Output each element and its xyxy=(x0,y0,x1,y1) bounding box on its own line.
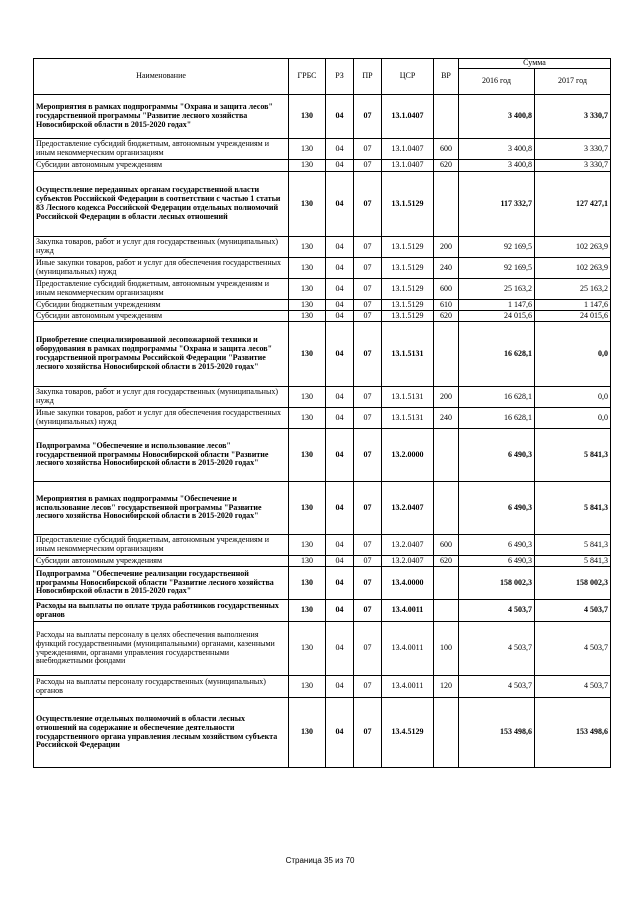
row-sum-2017: 24 015,6 xyxy=(535,311,611,322)
row-csr: 13.2.0407 xyxy=(382,482,434,535)
row-csr: 13.2.0407 xyxy=(382,535,434,556)
row-vr xyxy=(434,95,459,139)
row-vr xyxy=(434,482,459,535)
row-sum-2016: 92 169,5 xyxy=(459,258,535,279)
row-sum-2017: 1 147,6 xyxy=(535,300,611,311)
row-rz: 04 xyxy=(326,237,354,258)
row-grbs: 130 xyxy=(289,556,326,567)
row-grbs: 130 xyxy=(289,311,326,322)
row-name: Осуществление переданных органам государственной власти субъектов Российской Федерации в соответствии с частью 1 статьи 83 Лесного кодекса Российской Федерации отдельных полномочий Российской Федерации в области лесных отношений xyxy=(34,172,289,237)
row-rz: 04 xyxy=(326,567,354,600)
row-vr: 200 xyxy=(434,387,459,408)
row-sum-2017: 158 002,3 xyxy=(535,567,611,600)
row-rz: 04 xyxy=(326,95,354,139)
header-pr: ПР xyxy=(354,59,382,95)
row-sum-2017: 3 330,7 xyxy=(535,160,611,172)
row-vr xyxy=(434,567,459,600)
row-sum-2017: 5 841,3 xyxy=(535,556,611,567)
row-vr: 100 xyxy=(434,622,459,676)
row-sum-2016: 92 169,5 xyxy=(459,237,535,258)
row-sum-2017: 127 427,1 xyxy=(535,172,611,237)
row-grbs: 130 xyxy=(289,322,326,387)
row-sum-2017: 3 330,7 xyxy=(535,139,611,160)
table-row xyxy=(34,429,611,482)
row-vr: 610 xyxy=(434,300,459,311)
row-vr xyxy=(434,600,459,622)
row-sum-2016: 3 400,8 xyxy=(459,139,535,160)
row-pr: 07 xyxy=(354,535,382,556)
row-sum-2016: 16 628,1 xyxy=(459,387,535,408)
header-vr: ВР xyxy=(434,59,459,95)
row-name: Мероприятия в рамках подпрограммы "Охрана и защита лесов" государственной программы "Развитие лесного хозяйства Новосибирской области в 2015-2020 годах" xyxy=(34,95,289,139)
row-csr: 13.4.0011 xyxy=(382,622,434,676)
row-sum-2016: 16 628,1 xyxy=(459,322,535,387)
row-sum-2016: 158 002,3 xyxy=(459,567,535,600)
row-vr: 240 xyxy=(434,408,459,429)
table-row xyxy=(34,622,611,676)
table-row xyxy=(34,556,611,567)
row-pr: 07 xyxy=(354,322,382,387)
table-row xyxy=(34,311,611,322)
table-row xyxy=(34,139,611,160)
row-vr xyxy=(434,172,459,237)
row-grbs: 130 xyxy=(289,676,326,698)
header-csr: ЦСР xyxy=(382,59,434,95)
row-grbs: 130 xyxy=(289,139,326,160)
row-sum-2017: 5 841,3 xyxy=(535,429,611,482)
row-name: Субсидии бюджетным учреждениям xyxy=(34,300,289,311)
row-pr: 07 xyxy=(354,237,382,258)
row-csr: 13.1.5129 xyxy=(382,237,434,258)
row-rz: 04 xyxy=(326,600,354,622)
row-csr: 13.4.5129 xyxy=(382,698,434,768)
row-rz: 04 xyxy=(326,300,354,311)
row-vr: 620 xyxy=(434,311,459,322)
table-row xyxy=(34,600,611,622)
row-name: Предоставление субсидий бюджетным, автономным учреждениям и иным некоммерческим организациям xyxy=(34,535,289,556)
row-sum-2016: 6 490,3 xyxy=(459,556,535,567)
row-sum-2017: 25 163,2 xyxy=(535,279,611,300)
row-rz: 04 xyxy=(326,676,354,698)
row-name: Субсидии автономным учреждениям xyxy=(34,311,289,322)
row-sum-2017: 0,0 xyxy=(535,408,611,429)
row-sum-2016: 16 628,1 xyxy=(459,408,535,429)
row-name: Субсидии автономным учреждениям xyxy=(34,556,289,567)
row-sum-2016: 3 400,8 xyxy=(459,160,535,172)
row-sum-2016: 6 490,3 xyxy=(459,535,535,556)
table-row xyxy=(34,300,611,311)
row-name: Приобретение специализированной лесопожарной техники и оборудования в рамках подпрограммы "Охрана и защита лесов" государственной программы Российской Федерации "Развитие лесного хозяйства Новосибирской области в 2015-2020 годах" xyxy=(34,322,289,387)
row-csr: 13.1.5129 xyxy=(382,311,434,322)
row-grbs: 130 xyxy=(289,160,326,172)
row-pr: 07 xyxy=(354,429,382,482)
row-grbs: 130 xyxy=(289,408,326,429)
row-grbs: 130 xyxy=(289,622,326,676)
row-csr: 13.1.0407 xyxy=(382,139,434,160)
table-row xyxy=(34,279,611,300)
row-pr: 07 xyxy=(354,408,382,429)
table-row xyxy=(34,172,611,237)
table-row xyxy=(34,567,611,600)
row-sum-2016: 4 503,7 xyxy=(459,600,535,622)
row-sum-2016: 4 503,7 xyxy=(459,622,535,676)
row-name: Подпрограмма "Обеспечение и использование лесов" государственной программы Новосибирской области "Развитие лесного хозяйства Новосибирской области в 2015-2020 годах" xyxy=(34,429,289,482)
row-csr: 13.2.0000 xyxy=(382,429,434,482)
row-csr: 13.1.5129 xyxy=(382,279,434,300)
budget-table xyxy=(33,58,611,768)
row-sum-2016: 25 163,2 xyxy=(459,279,535,300)
row-vr: 620 xyxy=(434,160,459,172)
row-csr: 13.2.0407 xyxy=(382,556,434,567)
row-vr xyxy=(434,698,459,768)
row-pr: 07 xyxy=(354,172,382,237)
row-sum-2016: 6 490,3 xyxy=(459,482,535,535)
row-grbs: 130 xyxy=(289,482,326,535)
row-rz: 04 xyxy=(326,160,354,172)
row-grbs: 130 xyxy=(289,429,326,482)
row-rz: 04 xyxy=(326,482,354,535)
row-vr: 600 xyxy=(434,279,459,300)
row-pr: 07 xyxy=(354,567,382,600)
row-vr: 120 xyxy=(434,676,459,698)
row-grbs: 130 xyxy=(289,535,326,556)
row-vr xyxy=(434,429,459,482)
row-rz: 04 xyxy=(326,408,354,429)
row-name: Мероприятия в рамках подпрограммы "Обеспечение и использование лесов" государственной программы "Развитие лесного хозяйства Новосибирской области в 2015-2020 годах" xyxy=(34,482,289,535)
row-grbs: 130 xyxy=(289,300,326,311)
header-2017: 2017 год xyxy=(535,69,611,95)
row-pr: 07 xyxy=(354,698,382,768)
table-row xyxy=(34,160,611,172)
row-vr: 240 xyxy=(434,258,459,279)
row-rz: 04 xyxy=(326,322,354,387)
row-grbs: 130 xyxy=(289,600,326,622)
row-rz: 04 xyxy=(326,387,354,408)
row-name: Иные закупки товаров, работ и услуг для обеспечения государственных (муниципальных) нужд xyxy=(34,408,289,429)
page-number: Страница 35 из 70 xyxy=(285,856,355,865)
header-grbs: ГРБС xyxy=(289,59,326,95)
row-pr: 07 xyxy=(354,258,382,279)
row-vr: 620 xyxy=(434,556,459,567)
row-grbs: 130 xyxy=(289,258,326,279)
row-csr: 13.1.5129 xyxy=(382,258,434,279)
row-grbs: 130 xyxy=(289,698,326,768)
row-vr: 600 xyxy=(434,139,459,160)
row-sum-2017: 4 503,7 xyxy=(535,676,611,698)
row-sum-2017: 153 498,6 xyxy=(535,698,611,768)
table-row xyxy=(34,408,611,429)
table-row xyxy=(34,535,611,556)
row-sum-2016: 153 498,6 xyxy=(459,698,535,768)
row-vr: 200 xyxy=(434,237,459,258)
row-pr: 07 xyxy=(354,95,382,139)
table-row xyxy=(34,676,611,698)
row-pr: 07 xyxy=(354,482,382,535)
row-rz: 04 xyxy=(326,535,354,556)
row-vr xyxy=(434,322,459,387)
row-rz: 04 xyxy=(326,279,354,300)
row-sum-2016: 6 490,3 xyxy=(459,429,535,482)
row-rz: 04 xyxy=(326,622,354,676)
row-sum-2016: 117 332,7 xyxy=(459,172,535,237)
row-sum-2017: 0,0 xyxy=(535,322,611,387)
row-sum-2017: 3 330,7 xyxy=(535,95,611,139)
header-2016: 2016 год xyxy=(459,69,535,95)
row-pr: 07 xyxy=(354,300,382,311)
row-grbs: 130 xyxy=(289,387,326,408)
row-rz: 04 xyxy=(326,556,354,567)
row-name: Осуществление отдельных полномочий в области лесных отношений на содержание и обеспечение деятельности государственного органа управления лесным хозяйством субъекта Российской Федерации xyxy=(34,698,289,768)
row-rz: 04 xyxy=(326,258,354,279)
row-csr: 13.4.0011 xyxy=(382,600,434,622)
row-csr: 13.1.0407 xyxy=(382,95,434,139)
row-sum-2016: 24 015,6 xyxy=(459,311,535,322)
row-name: Расходы на выплаты персоналу в целях обеспечения выполнения функций государственными (муниципальными) органами, казенными учреждениями, органами управления государственными внебюджетными фондами xyxy=(34,622,289,676)
row-pr: 07 xyxy=(354,676,382,698)
row-sum-2017: 4 503,7 xyxy=(535,622,611,676)
row-csr: 13.1.5129 xyxy=(382,172,434,237)
row-grbs: 130 xyxy=(289,95,326,139)
row-pr: 07 xyxy=(354,160,382,172)
row-sum-2017: 5 841,3 xyxy=(535,535,611,556)
row-name: Субсидии автономным учреждениям xyxy=(34,160,289,172)
row-grbs: 130 xyxy=(289,237,326,258)
table-row xyxy=(34,95,611,139)
row-grbs: 130 xyxy=(289,172,326,237)
row-sum-2017: 102 263,9 xyxy=(535,237,611,258)
row-sum-2016: 3 400,8 xyxy=(459,95,535,139)
row-csr: 13.1.5131 xyxy=(382,322,434,387)
row-rz: 04 xyxy=(326,429,354,482)
row-sum-2016: 4 503,7 xyxy=(459,676,535,698)
row-sum-2017: 4 503,7 xyxy=(535,600,611,622)
table-row xyxy=(34,482,611,535)
row-name: Иные закупки товаров, работ и услуг для обеспечения государственных (муниципальных) нужд xyxy=(34,258,289,279)
header-sum: Сумма xyxy=(459,59,611,69)
row-sum-2017: 102 263,9 xyxy=(535,258,611,279)
row-rz: 04 xyxy=(326,172,354,237)
row-pr: 07 xyxy=(354,600,382,622)
row-pr: 07 xyxy=(354,622,382,676)
row-sum-2017: 5 841,3 xyxy=(535,482,611,535)
row-vr: 600 xyxy=(434,535,459,556)
row-name: Расходы на выплаты по оплате труда работников государственных органов xyxy=(34,600,289,622)
row-rz: 04 xyxy=(326,311,354,322)
table-row xyxy=(34,322,611,387)
row-sum-2016: 1 147,6 xyxy=(459,300,535,311)
table-row xyxy=(34,258,611,279)
row-name: Расходы на выплаты персоналу государственных (муниципальных) органов xyxy=(34,676,289,698)
row-name: Закупка товаров, работ и услуг для государственных (муниципальных) нужд xyxy=(34,237,289,258)
row-grbs: 130 xyxy=(289,279,326,300)
table-row xyxy=(34,237,611,258)
row-name: Предоставление субсидий бюджетным, автономным учреждениям и иным некоммерческим организациям xyxy=(34,279,289,300)
row-csr: 13.4.0011 xyxy=(382,676,434,698)
row-csr: 13.1.5131 xyxy=(382,387,434,408)
row-csr: 13.1.5129 xyxy=(382,300,434,311)
header-rz: РЗ xyxy=(326,59,354,95)
row-rz: 04 xyxy=(326,139,354,160)
row-name: Предоставление субсидий бюджетным, автономным учреждениям и иным некоммерческим организациям xyxy=(34,139,289,160)
row-rz: 04 xyxy=(326,698,354,768)
row-pr: 07 xyxy=(354,311,382,322)
row-csr: 13.1.5131 xyxy=(382,408,434,429)
row-grbs: 130 xyxy=(289,567,326,600)
row-name: Закупка товаров, работ и услуг для государственных (муниципальных) нужд xyxy=(34,387,289,408)
row-name: Подпрограмма "Обеспечение реализации государственной программы Новосибирской области "Развитие лесного хозяйства Новосибирской области в 2015-2020 годах" xyxy=(34,567,289,600)
row-sum-2017: 0,0 xyxy=(535,387,611,408)
table-row xyxy=(34,387,611,408)
row-pr: 07 xyxy=(354,387,382,408)
row-pr: 07 xyxy=(354,556,382,567)
table-row xyxy=(34,698,611,768)
header-name: Наименование xyxy=(34,59,289,95)
row-pr: 07 xyxy=(354,139,382,160)
row-pr: 07 xyxy=(354,279,382,300)
row-csr: 13.4.0000 xyxy=(382,567,434,600)
row-csr: 13.1.0407 xyxy=(382,160,434,172)
